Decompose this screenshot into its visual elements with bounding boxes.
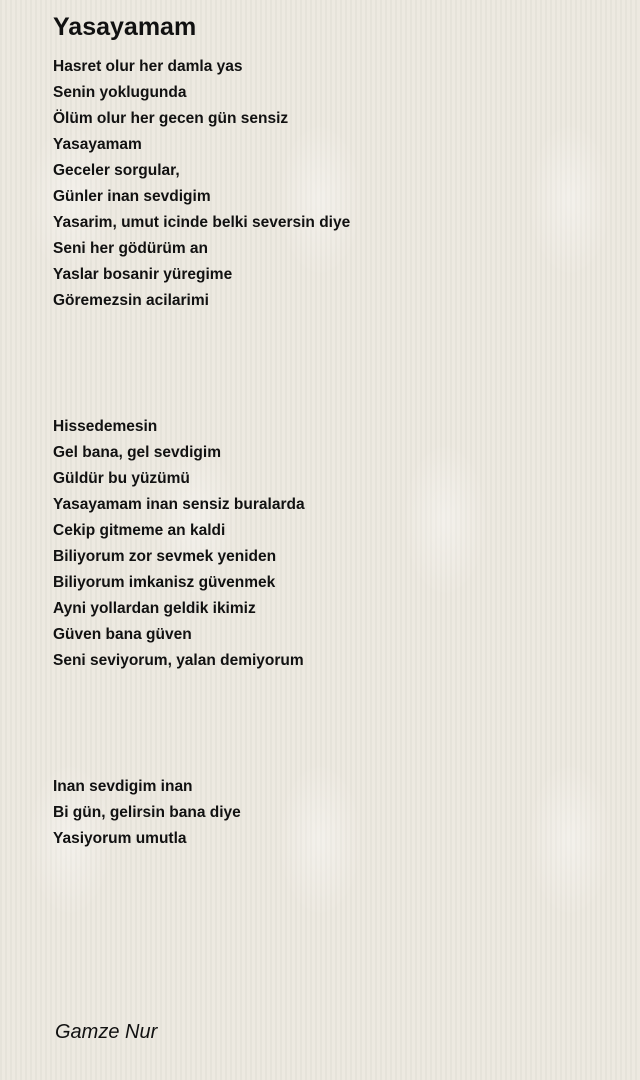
poem-line: Bi gün, gelirsin bana diye xyxy=(53,804,241,821)
poem-line: Biliyorum zor sevmek yeniden xyxy=(53,548,277,565)
poem-container xyxy=(53,10,613,852)
stanza-gap xyxy=(53,314,613,414)
poem-line: Biliyorum imkanisz güvenmek xyxy=(53,574,276,591)
poem-line: Yasayamam xyxy=(53,136,142,153)
poem-line: Ölüm olur her gecen gün sensiz xyxy=(53,110,289,127)
poem-line: Yaslar bosanir yüregime xyxy=(53,266,233,283)
poem-line: Seni her gödürüm an xyxy=(53,240,209,257)
poem-line: Cekip gitmeme an kaldi xyxy=(53,522,226,539)
poem-line: Günler inan sevdigim xyxy=(53,188,211,205)
poem-line: Senin yoklugunda xyxy=(53,84,187,101)
stanza-3 xyxy=(53,774,613,852)
poem-line: Yasayamam inan sensiz buralarda xyxy=(53,496,305,513)
stanza-1 xyxy=(53,54,613,314)
poem-line: Hasret olur her damla yas xyxy=(53,58,243,75)
poem-author: Gamze Nur xyxy=(55,1021,158,1043)
poem-line: Inan sevdigim inan xyxy=(53,778,193,795)
poem-line: Göremezsin acilarimi xyxy=(53,292,209,309)
poem-title: Yasayamam xyxy=(53,13,197,41)
poem-line: Hissedemesin xyxy=(53,418,158,435)
poem-line: Gel bana, gel sevdigim xyxy=(53,444,221,461)
poem-line: Ayni yollardan geldik ikimiz xyxy=(53,600,256,617)
poem-line: Güldür bu yüzümü xyxy=(53,470,190,487)
poem-line: Geceler sorgular, xyxy=(53,162,180,179)
poem-line: Yasarim, umut icinde belki seversin diye xyxy=(53,214,351,231)
stanza-gap xyxy=(53,674,613,774)
poem-line: Seni seviyorum, yalan demiyorum xyxy=(53,652,304,669)
poem-line: Güven bana güven xyxy=(53,626,192,643)
stanza-2 xyxy=(53,414,613,674)
poem-line: Yasiyorum umutla xyxy=(53,830,187,847)
